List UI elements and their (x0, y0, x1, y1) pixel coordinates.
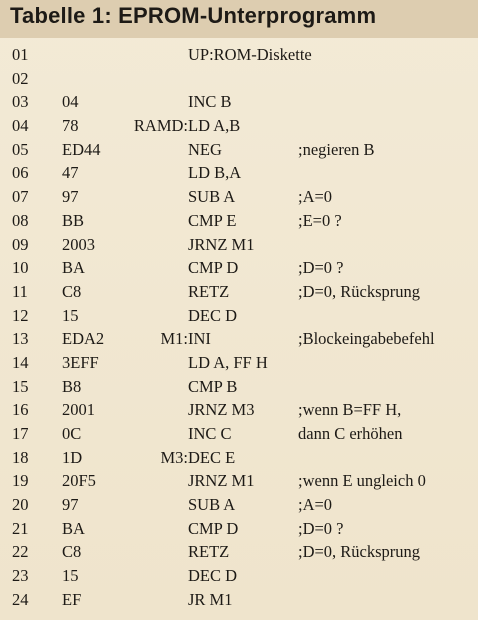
hex-code: EDA2 (62, 329, 105, 349)
code-line (0, 140, 478, 164)
instruction: LD A,B (188, 116, 241, 136)
hex-code: 0C (62, 424, 82, 443)
comment: ;D=0, Rücksprung (298, 542, 421, 562)
asm-label: M3: (160, 447, 188, 467)
line-number: 03 (12, 92, 29, 112)
line-number: 04 (12, 116, 29, 136)
hex-code: 15 (62, 566, 79, 586)
code-line (0, 116, 478, 140)
asm-label: M1: (160, 329, 188, 349)
table-title: Tabelle 1: EPROM-Unterprogramm (10, 3, 377, 28)
line-number: 12 (12, 305, 29, 325)
comment: ;D=0, Rücksprung (298, 281, 421, 301)
code-line (0, 329, 478, 353)
line-number: 18 (12, 447, 29, 467)
code-line (0, 258, 478, 282)
line-number: 09 (12, 234, 29, 254)
comment: ;wenn E ungleich 0 (298, 471, 426, 491)
line-number: 10 (12, 258, 29, 278)
comment: dann C erhöhen (298, 424, 403, 443)
comment: ;Blockeingabebefehl (298, 329, 435, 349)
instruction: JR M1 (188, 589, 233, 609)
comment: ;negieren B (298, 139, 375, 159)
hex-code: C8 (62, 542, 82, 562)
code-line (0, 45, 478, 69)
line-number: 06 (12, 163, 29, 183)
hex-code: 15 (62, 305, 79, 325)
line-number: 24 (12, 589, 29, 609)
hex-code: 2003 (62, 234, 95, 254)
instruction: CMP D (188, 258, 239, 278)
code-line (0, 542, 478, 566)
instruction: LD A, FF H (188, 352, 268, 372)
instruction: SUB A (188, 495, 236, 515)
code-line (0, 211, 478, 235)
instruction: CMP B (188, 376, 238, 396)
instruction: CMP E (188, 210, 237, 230)
hex-code: 97 (62, 495, 79, 515)
instruction: JRNZ M1 (188, 471, 255, 491)
comment: ;A=0 (298, 495, 333, 515)
instruction: CMP D (188, 518, 239, 538)
hex-code: 20F5 (62, 471, 96, 491)
code-line (0, 566, 478, 590)
code-line (0, 495, 478, 519)
line-number: 05 (12, 139, 29, 159)
instruction: INC C (188, 424, 232, 443)
hex-code: 1D (62, 447, 83, 467)
comment: ;A=0 (298, 187, 333, 207)
hex-code: 2001 (62, 400, 95, 420)
line-number: 01 (12, 45, 29, 64)
hex-code: B8 (62, 376, 82, 396)
code-line (0, 377, 478, 401)
code-line (0, 92, 478, 116)
hex-code: 78 (62, 116, 79, 136)
code-line (0, 282, 478, 306)
code-listing (0, 45, 478, 614)
line-number: 08 (12, 210, 29, 230)
code-line (0, 235, 478, 259)
hex-code: 3EFF (62, 352, 99, 372)
code-line (0, 306, 478, 330)
instruction: UP:ROM-Diskette (188, 45, 312, 64)
hex-code: C8 (62, 281, 82, 301)
line-number: 11 (12, 281, 28, 301)
instruction: NEG (188, 139, 222, 159)
hex-code: BB (62, 210, 85, 230)
instruction: DEC D (188, 566, 238, 586)
hex-code: 04 (62, 92, 79, 112)
line-number: 21 (12, 518, 29, 538)
instruction: SUB A (188, 187, 236, 207)
asm-label: RAMD: (133, 116, 188, 136)
instruction: DEC D (188, 305, 238, 325)
hex-code: 97 (62, 187, 79, 207)
instruction: INC B (188, 92, 232, 112)
code-line (0, 353, 478, 377)
instruction: LD B,A (188, 163, 242, 183)
instruction: JRNZ M3 (188, 400, 255, 420)
line-number: 20 (12, 495, 29, 515)
code-line (0, 187, 478, 211)
comment: ;wenn B=FF H, (298, 400, 402, 420)
code-line (0, 424, 478, 448)
instruction: INI (188, 329, 211, 349)
hex-code: EF (62, 589, 82, 609)
code-line (0, 69, 478, 93)
hex-code: ED44 (62, 139, 101, 159)
hex-code: BA (62, 518, 85, 538)
code-line (0, 400, 478, 424)
hex-code: BA (62, 258, 85, 278)
line-number: 02 (12, 68, 29, 88)
line-number: 15 (12, 376, 29, 396)
line-number: 16 (12, 400, 29, 420)
comment: ;E=0 ? (298, 210, 342, 230)
hex-code: 47 (62, 163, 79, 183)
comment: ;D=0 ? (298, 518, 344, 538)
code-line (0, 519, 478, 543)
title-band (0, 0, 478, 38)
comment: ;D=0 ? (298, 258, 344, 278)
instruction: RETZ (188, 542, 230, 562)
instruction: DEC E (188, 447, 236, 467)
code-line (0, 471, 478, 495)
line-number: 22 (12, 542, 29, 562)
code-line (0, 163, 478, 187)
code-line (0, 590, 478, 614)
line-number: 19 (12, 471, 29, 491)
code-line (0, 448, 478, 472)
line-number: 23 (12, 566, 29, 586)
line-number: 17 (12, 424, 29, 443)
line-number: 13 (12, 329, 29, 349)
line-number: 07 (12, 187, 29, 207)
instruction: RETZ (188, 281, 230, 301)
line-number: 14 (12, 352, 29, 372)
instruction: JRNZ M1 (188, 234, 255, 254)
